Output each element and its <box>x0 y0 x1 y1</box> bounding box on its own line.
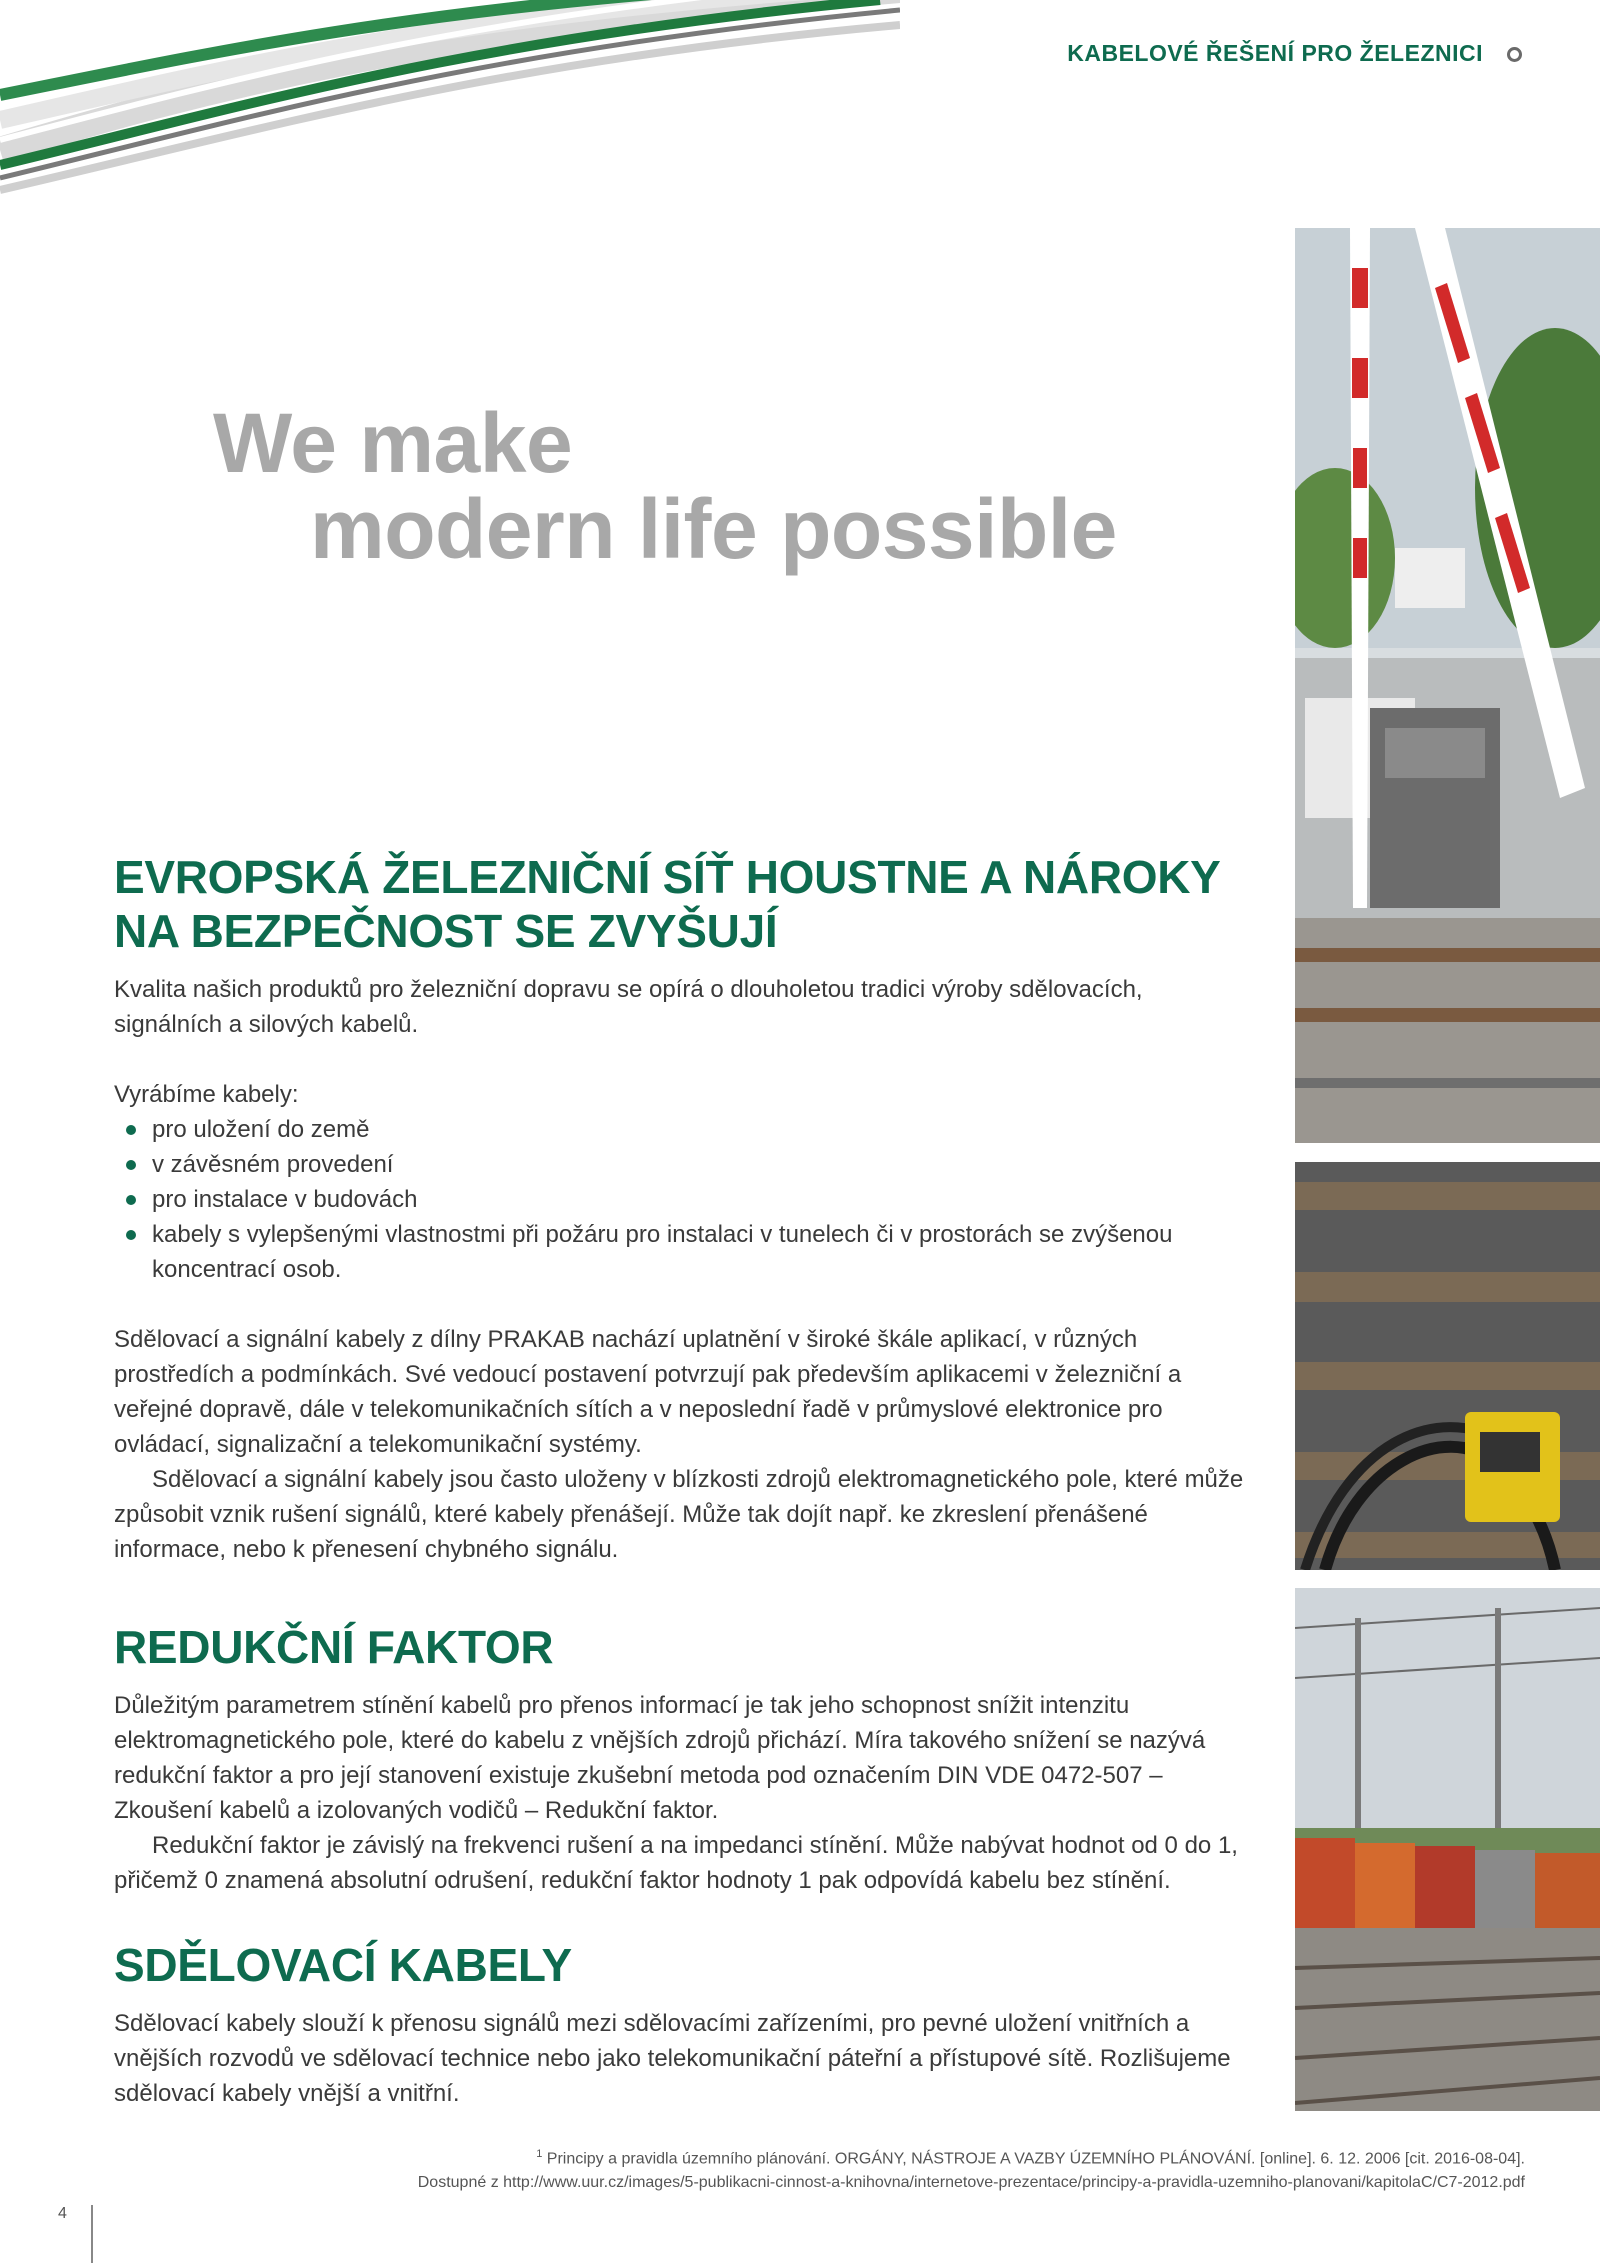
cable-decoration <box>0 0 900 220</box>
section-communication-cables <box>114 1938 1250 2111</box>
section1-heading <box>114 850 1250 958</box>
header-bullet-icon <box>1507 47 1522 62</box>
section2-paragraph: Redukční faktor je závislý na frekvenci rušení a na impedanci stínění. Může nabývat hodnot od 0 do 1, přičemž 0 znamená absolutní odrušení, redukční faktor hodnoty 1 pak odpovídá kabelu bez stínění. <box>114 1832 1238 1894</box>
section-reduction-factor <box>114 1620 1250 1898</box>
section2-heading: REDUKČNÍ FAKTOR <box>114 1621 554 1673</box>
photo-level-crossing <box>1295 228 1600 1143</box>
section2-paragraph: Důležitým parametrem stínění kabelů pro přenos informací je tak jeho schopnost snížit intenzitu elektromagnetického pole, které do kabelu z vnějších zdrojů přichází. Míra takového snížení se nazývá redukční faktor a pro její stanovení existuje zkušební metoda pod označením DIN VDE 0472-507 – Zkoušení kabelů a izolovaných vodičů – Redukční faktor. <box>114 1692 1206 1824</box>
header-title: KABELOVÉ ŘEŠENÍ PRO ŽELEZNICI <box>1067 40 1483 66</box>
section1-intro: Kvalita našich produktů pro železniční dopravu se opírá o dlouholetou tradici výroby sdělovacích, signálních a silových kabelů. <box>114 976 1143 1038</box>
section1-list-title: Vyrábíme kabely: <box>114 1081 299 1108</box>
photo-cable-on-track <box>1295 1162 1600 1570</box>
list-item: pro uložení do země <box>114 1112 1250 1147</box>
footnote-marker: 1 <box>536 2148 543 2160</box>
page-rule <box>91 2205 93 2263</box>
photo-freight-train <box>1295 1588 1600 2111</box>
list-item: kabely s vylepšenými vlastnostmi při požáru pro instalaci v tunelech či v prostorách se zvýšenou koncentrací osob. <box>114 1217 1250 1287</box>
section1-paragraph: Sdělovací a signální kabely z dílny PRAKAB nachází uplatnění v široké škále aplikací, v různých prostředích a podmínkách. Své vedoucí postavení potvrzují pak především aplikacemi v železniční a veřejné dopravě, dále v telekomunikačních sítích a v neposlední řadě v průmyslové elektronice pro ovládací, signalizační a telekomunikační systémy. <box>114 1326 1182 1458</box>
footnote-line1: Principy a pravidla územního plánování. ORGÁNY, NÁSTROJE A VAZBY ÚZEMNÍHO PLÁNOVÁNÍ. [online]. 6. 12. 2006 [cit. 2016-08-04]. <box>546 2150 1525 2168</box>
footnote-line2: Dostupné z http://www.uur.cz/images/5-publikacni-cinnost-a-knihovna/internetove-prezentace/principy-a-pravidla-uzemniho-planovani/kapitolaC/C7-2012.pdf <box>417 2174 1525 2192</box>
tagline-line2: modern life possible <box>310 482 1117 576</box>
section1-paragraph: Sdělovací a signální kabely jsou často uloženy v blízkosti zdrojů elektromagnetického pole, které může způsobit vznik rušení signálů, které kabely přenášejí. Může tak dojít např. ke zkreslení přenášené informace, nebo k přenesení chybného signálu. <box>114 1466 1244 1563</box>
section3-heading: SDĚLOVACÍ KABELY <box>114 1939 572 1991</box>
cable-types-list <box>114 1112 1250 1287</box>
list-item: pro instalace v budovách <box>114 1182 1250 1217</box>
tagline-line1: We make <box>213 396 573 490</box>
section1-heading-line2: NA BEZPEČNOST SE ZVYŠUJÍ <box>114 905 778 957</box>
tagline <box>213 396 1117 576</box>
footnote <box>225 2142 1525 2195</box>
list-item: v závěsném provedení <box>114 1147 1250 1182</box>
section1-heading-line1: EVROPSKÁ ŽELEZNIČNÍ SÍŤ HOUSTNE A NÁROKY <box>114 851 1221 903</box>
section-european-rail <box>114 850 1250 1567</box>
section3-paragraph: Sdělovací kabely slouží k přenosu signálů mezi sdělovacími zařízeními, pro pevné uložení vnitřních a vnějších rozvodů ve sdělovací technice nebo jako telekomunikační páteřní a přístupové sítě. Rozlišujeme sdělovací kabely vnější a vnitřní. <box>114 2010 1231 2107</box>
page-number: 4 <box>58 2205 67 2222</box>
